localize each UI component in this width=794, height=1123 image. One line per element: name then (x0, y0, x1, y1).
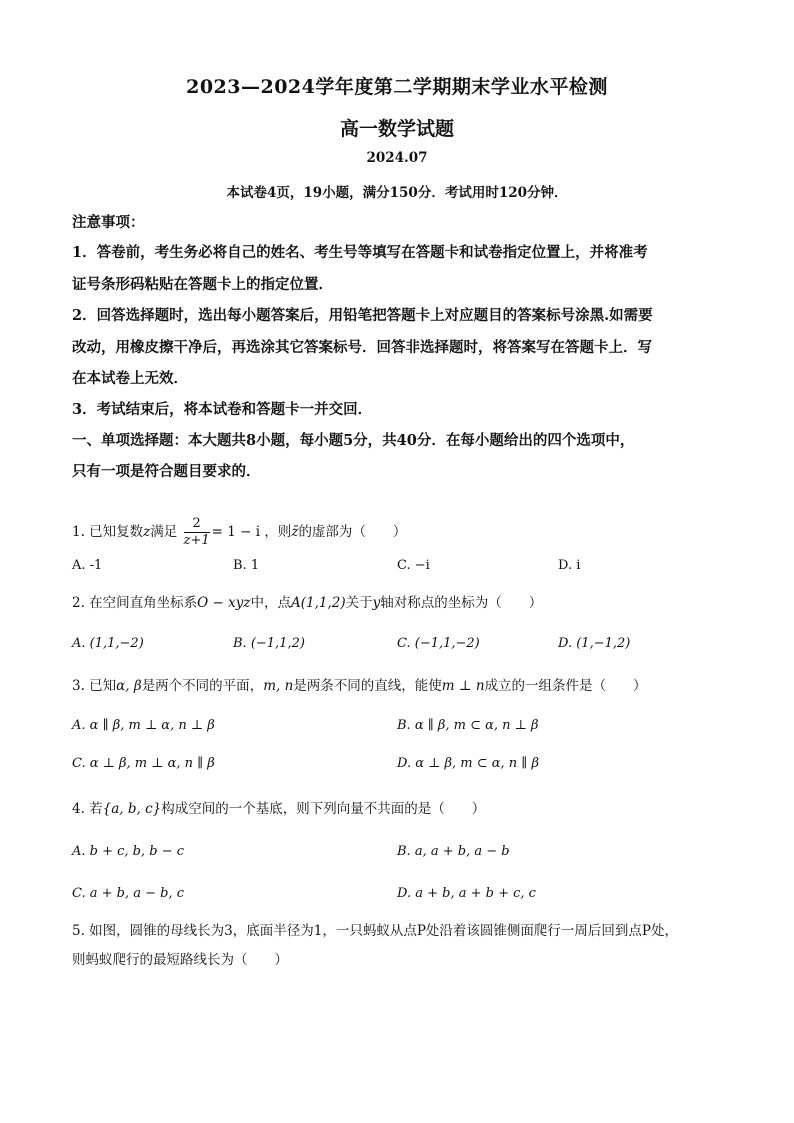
q1-option-c: C. −i (397, 558, 430, 573)
q1-post-2: 的虚部为（ ） (298, 524, 407, 540)
q4-post: 构成空间的一个基底，则下列向量不共面的是（ ） (161, 801, 486, 817)
q3-mid-2: 是两条不同的直线，能使 (293, 678, 442, 694)
q3-lines: m, n (263, 678, 294, 694)
q2-mid: 中，点 (250, 595, 291, 611)
question-4 (72, 798, 485, 820)
question-5-line-1: 5. 如图，圆锥的母线长为3，底面半径为1，一只蚂蚁从点P处沿着该圆锥侧面爬行一周后回到点P处， (72, 923, 679, 939)
question-1 (72, 516, 406, 549)
q1-fraction-denominator: z+1 (183, 533, 210, 548)
exam-title: 2023—2024学年度第二学期期末学业水平检测 (186, 76, 608, 98)
notice-item-3: 3．考试结束后，将本试卷和答题卡一并交回． (72, 401, 373, 418)
exam-date: 2024.07 (366, 150, 428, 166)
notice-heading: 注意事项： (72, 214, 145, 231)
notice-item-2-line-1: 2．回答选择题时，选出每小题答案后，用铅笔把答题卡上对应题目的答案标号涂黑.如需要 (72, 307, 653, 324)
q2-option-b: B. (−1,1,2) (233, 636, 305, 651)
q4-prefix: 4. 若 (72, 801, 103, 817)
q2-prefix: 2. 在空间直角坐标系 (72, 595, 198, 611)
q3-option-b: B. α ∥ β, m ⊂ α, n ⊥ β (397, 718, 539, 733)
q3-condition: m ⊥ n (441, 678, 485, 694)
q1-post-1: ，则 (264, 524, 292, 540)
notice-item-1-line-2: 证号条形码粘贴在答题卡上的指定位置． (72, 276, 333, 293)
section-1-line-1: 一、单项选择题：本大题共8小题，每小题5分，共40分．在每小题给出的四个选项中， (72, 432, 635, 449)
q1-option-d: D. i (558, 558, 581, 573)
q3-option-d: D. α ⊥ β, m ⊂ α, n ∥ β (397, 756, 539, 771)
q2-post-2: 轴对称点的坐标为（ ） (380, 595, 543, 611)
q3-prefix: 3. 已知 (72, 678, 117, 694)
notice-item-2-line-2: 改动，用橡皮擦干净后，再选涂其它答案标号．回答非选择题时，将答案写在答题卡上．写 (72, 339, 652, 356)
q2-coordinate-system: O − xyz (197, 595, 251, 611)
q1-option-b: B. 1 (233, 558, 260, 573)
q2-post-1: 关于 (345, 595, 373, 611)
q1-equation-rhs: = 1 − i (211, 524, 261, 540)
question-2 (72, 592, 542, 614)
q2-axis: y (372, 595, 381, 611)
q1-zbar: z̄ (291, 524, 299, 540)
q2-point: A(1,1,2) (291, 595, 346, 611)
notice-item-1-line-1: 1．答卷前，考生务必将自己的姓名、考生号等填写在答题卡和试卷指定位置上，并将准考 (72, 244, 648, 261)
section-1-line-2: 只有一项是符合题目要求的． (72, 463, 261, 480)
question-3 (72, 675, 647, 697)
exam-subtitle: 高一数学试题 (339, 118, 454, 140)
q1-fraction (184, 516, 210, 549)
q1-fraction-numerator: 2 (184, 516, 210, 533)
exam-info: 本试卷4页，19小题，满分150分．考试用时120分钟． (226, 185, 568, 201)
q2-option-a: A. (1,1,−2) (72, 636, 144, 651)
q1-mid: 满足 (150, 524, 178, 540)
q2-option-d: D. (1,−1,2) (558, 636, 631, 651)
q4-option-c: C. a + b, a − b, c (72, 886, 185, 901)
q4-basis: {a, b, c} (102, 801, 162, 817)
q4-option-b: B. a, a + b, a − b (397, 844, 510, 859)
q3-option-a: A. α ∥ β, m ⊥ α, n ⊥ β (72, 718, 215, 733)
q1-prefix: 1. 已知复数 (72, 524, 144, 540)
q1-var: z (143, 524, 151, 540)
notice-item-2-line-3: 在本试卷上无效． (72, 370, 188, 387)
q1-option-a: A. -1 (72, 558, 103, 573)
q4-option-d: D. a + b, a + b + c, c (397, 886, 536, 901)
q3-option-c: C. α ⊥ β, m ⊥ α, n ∥ β (72, 756, 215, 771)
q2-option-c: C. (−1,1,−2) (397, 636, 480, 651)
q3-planes: α, β (116, 678, 142, 694)
q4-option-a: A. b + c, b, b − c (72, 844, 185, 859)
question-5-line-2: 则蚂蚁爬行的最短路线长为（ ） (72, 952, 288, 968)
q3-mid-1: 是两个不同的平面， (141, 678, 264, 694)
q3-post: 成立的一组条件是（ ） (484, 678, 647, 694)
